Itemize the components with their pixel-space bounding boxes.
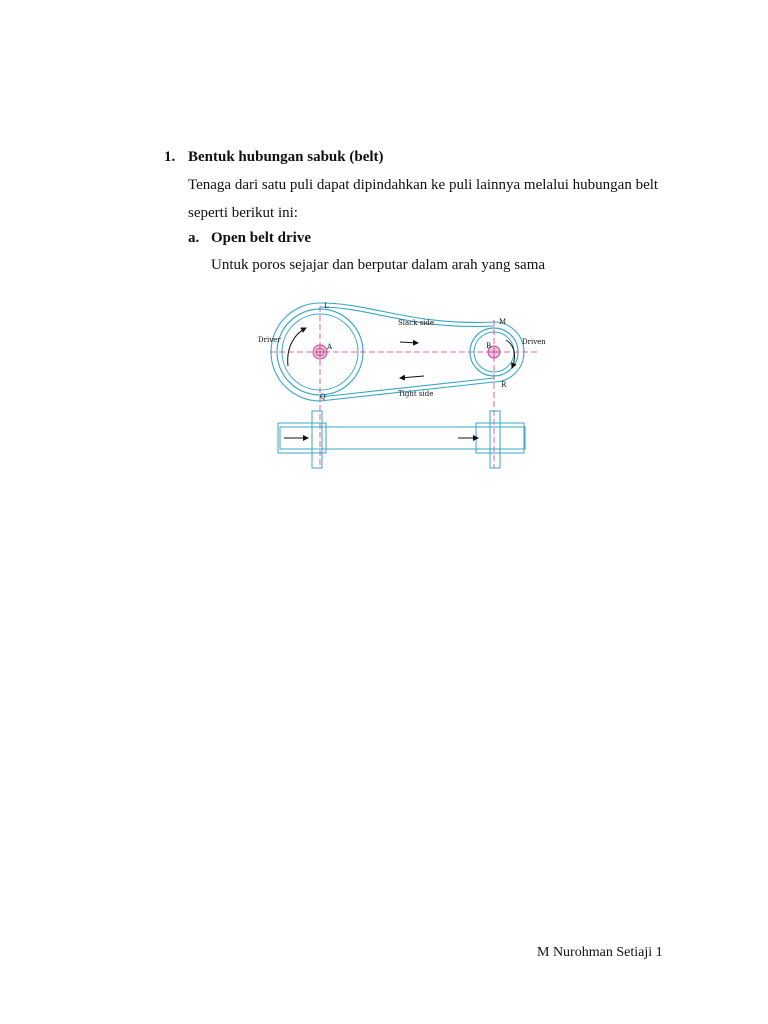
label-driver: Driver bbox=[258, 336, 281, 344]
subsection-letter: a. bbox=[188, 230, 200, 246]
subsection-title: Open belt drive bbox=[211, 230, 311, 246]
label-r: R bbox=[501, 381, 507, 389]
paragraph-line-2: seperti berikut ini: bbox=[188, 205, 298, 221]
page-footer: M Nurohman Setiaji 1 bbox=[537, 945, 663, 960]
slack-arrow bbox=[400, 342, 418, 343]
paragraph-line-1: Tenaga dari satu puli dapat dipindahkan ke puli lainnya melalui hubungan belt bbox=[188, 177, 659, 193]
section-number: 1. bbox=[164, 149, 176, 165]
subsection-description: Untuk poros sejajar dan berputar dalam arah yang sama bbox=[211, 257, 546, 273]
label-slack-side: Slack side bbox=[398, 319, 435, 327]
label-b: B bbox=[486, 342, 492, 350]
label-a: A bbox=[327, 343, 333, 351]
label-q: Q bbox=[320, 393, 326, 401]
label-l: L bbox=[324, 302, 329, 310]
open-belt-drive-figure bbox=[250, 296, 550, 476]
belt-side-view bbox=[278, 411, 525, 468]
tight-arrow bbox=[400, 376, 424, 378]
driver-rotation-arrow bbox=[288, 328, 306, 366]
section-title: Bentuk hubungan sabuk (belt) bbox=[188, 149, 384, 165]
label-driven: Driven bbox=[522, 338, 546, 346]
label-m: M bbox=[499, 318, 507, 326]
label-tight-side: Tight side bbox=[398, 390, 434, 398]
